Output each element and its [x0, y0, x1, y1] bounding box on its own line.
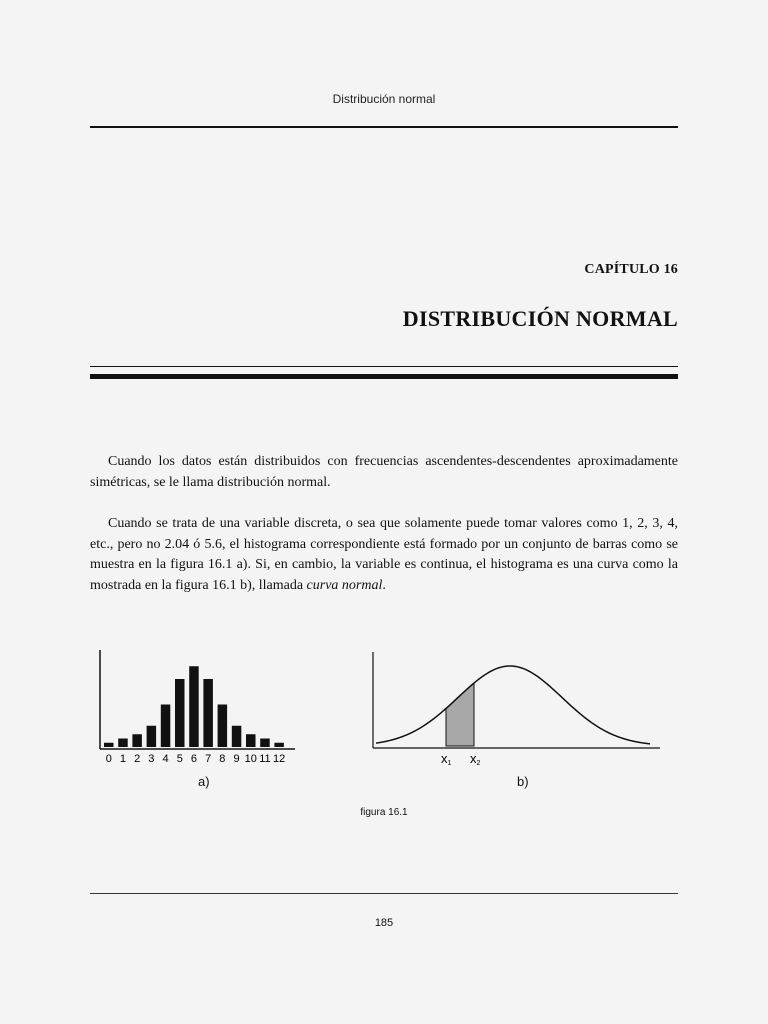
footer-rule	[90, 893, 678, 894]
paragraph-2-text	[90, 514, 678, 596]
histogram-bar-8	[218, 705, 228, 748]
histogram-tick-label-0: 0	[105, 753, 112, 765]
histogram-chart	[100, 650, 295, 765]
histogram-tick-label-3: 3	[148, 753, 155, 765]
paragraph-2-end: .	[382, 577, 386, 593]
figure-caption-b: b)	[517, 774, 529, 789]
histogram-bar-10	[246, 734, 256, 747]
normal-curve-line	[376, 666, 650, 744]
histogram-bar-5	[175, 679, 185, 747]
histogram-tick-label-6: 6	[190, 753, 198, 765]
histogram-tick-label-11: 11	[259, 753, 271, 765]
histogram-tick-label-8: 8	[219, 753, 226, 765]
paragraph-1-text: Cuando los datos están distribuidos con frecuencias ascendentes-descendentes aproximadamente simétricas, se le llama distribución normal.	[90, 454, 678, 490]
histogram-tick-label-1: 1	[119, 753, 127, 765]
histogram-bar-1	[118, 739, 128, 748]
page-number: 185	[374, 917, 394, 929]
title-rule-thick	[90, 374, 678, 379]
histogram-bar-6	[189, 666, 199, 747]
paragraph-2-italic: curva normal	[306, 577, 383, 593]
chapter-label: CAPÍTULO 16	[584, 262, 678, 277]
histogram-tick-label-9: 9	[233, 753, 240, 765]
title-rule-thin	[90, 366, 678, 367]
figure-16-1	[90, 640, 690, 770]
histogram-bar-3	[147, 726, 157, 747]
paragraph-2-main: Cuando se trata de una variable discreta, o sea que solamente puede tomar valores como 1, 2, 3, 4, etc., pero no 2.04 ó 5.6, el histograma correspondiente está formado por un conjunto de barras como se muestra en la figura 16.1 a). Si, en cambio, la variable es continua, el histograma es una curva como la mostrada en la figura 16.1 b), llamada	[90, 516, 678, 593]
x1-label: x1	[441, 751, 452, 767]
header-rule	[90, 126, 678, 128]
histogram-tick-label-7: 7	[205, 753, 212, 765]
histogram-tick-label-12: 12	[273, 753, 286, 765]
histogram-bar-0	[104, 743, 114, 747]
histogram-tick-label-4: 4	[162, 753, 169, 765]
histogram-bar-2	[132, 734, 142, 747]
histogram-bar-11	[260, 739, 270, 748]
histogram-tick-label-2: 2	[134, 753, 141, 765]
paragraph-2	[90, 514, 678, 596]
normal-curve-chart	[373, 652, 660, 767]
figure-label: figura 16.1	[360, 807, 408, 818]
figure-caption-a: a)	[198, 774, 210, 789]
histogram-bar-7	[203, 679, 213, 747]
histogram-tick-label-5: 5	[176, 753, 183, 765]
running-head: Distribución normal	[332, 92, 436, 106]
histogram-bar-4	[161, 705, 171, 748]
histogram-bar-12	[274, 743, 284, 747]
paragraph-1	[90, 452, 678, 493]
shaded-area-x1-x2	[446, 683, 474, 746]
histogram-bar-9	[232, 726, 242, 747]
histogram-tick-label-10: 10	[244, 753, 257, 765]
chapter-title: DISTRIBUCIÓN NORMAL	[402, 306, 678, 331]
x2-label: x2	[470, 751, 481, 767]
